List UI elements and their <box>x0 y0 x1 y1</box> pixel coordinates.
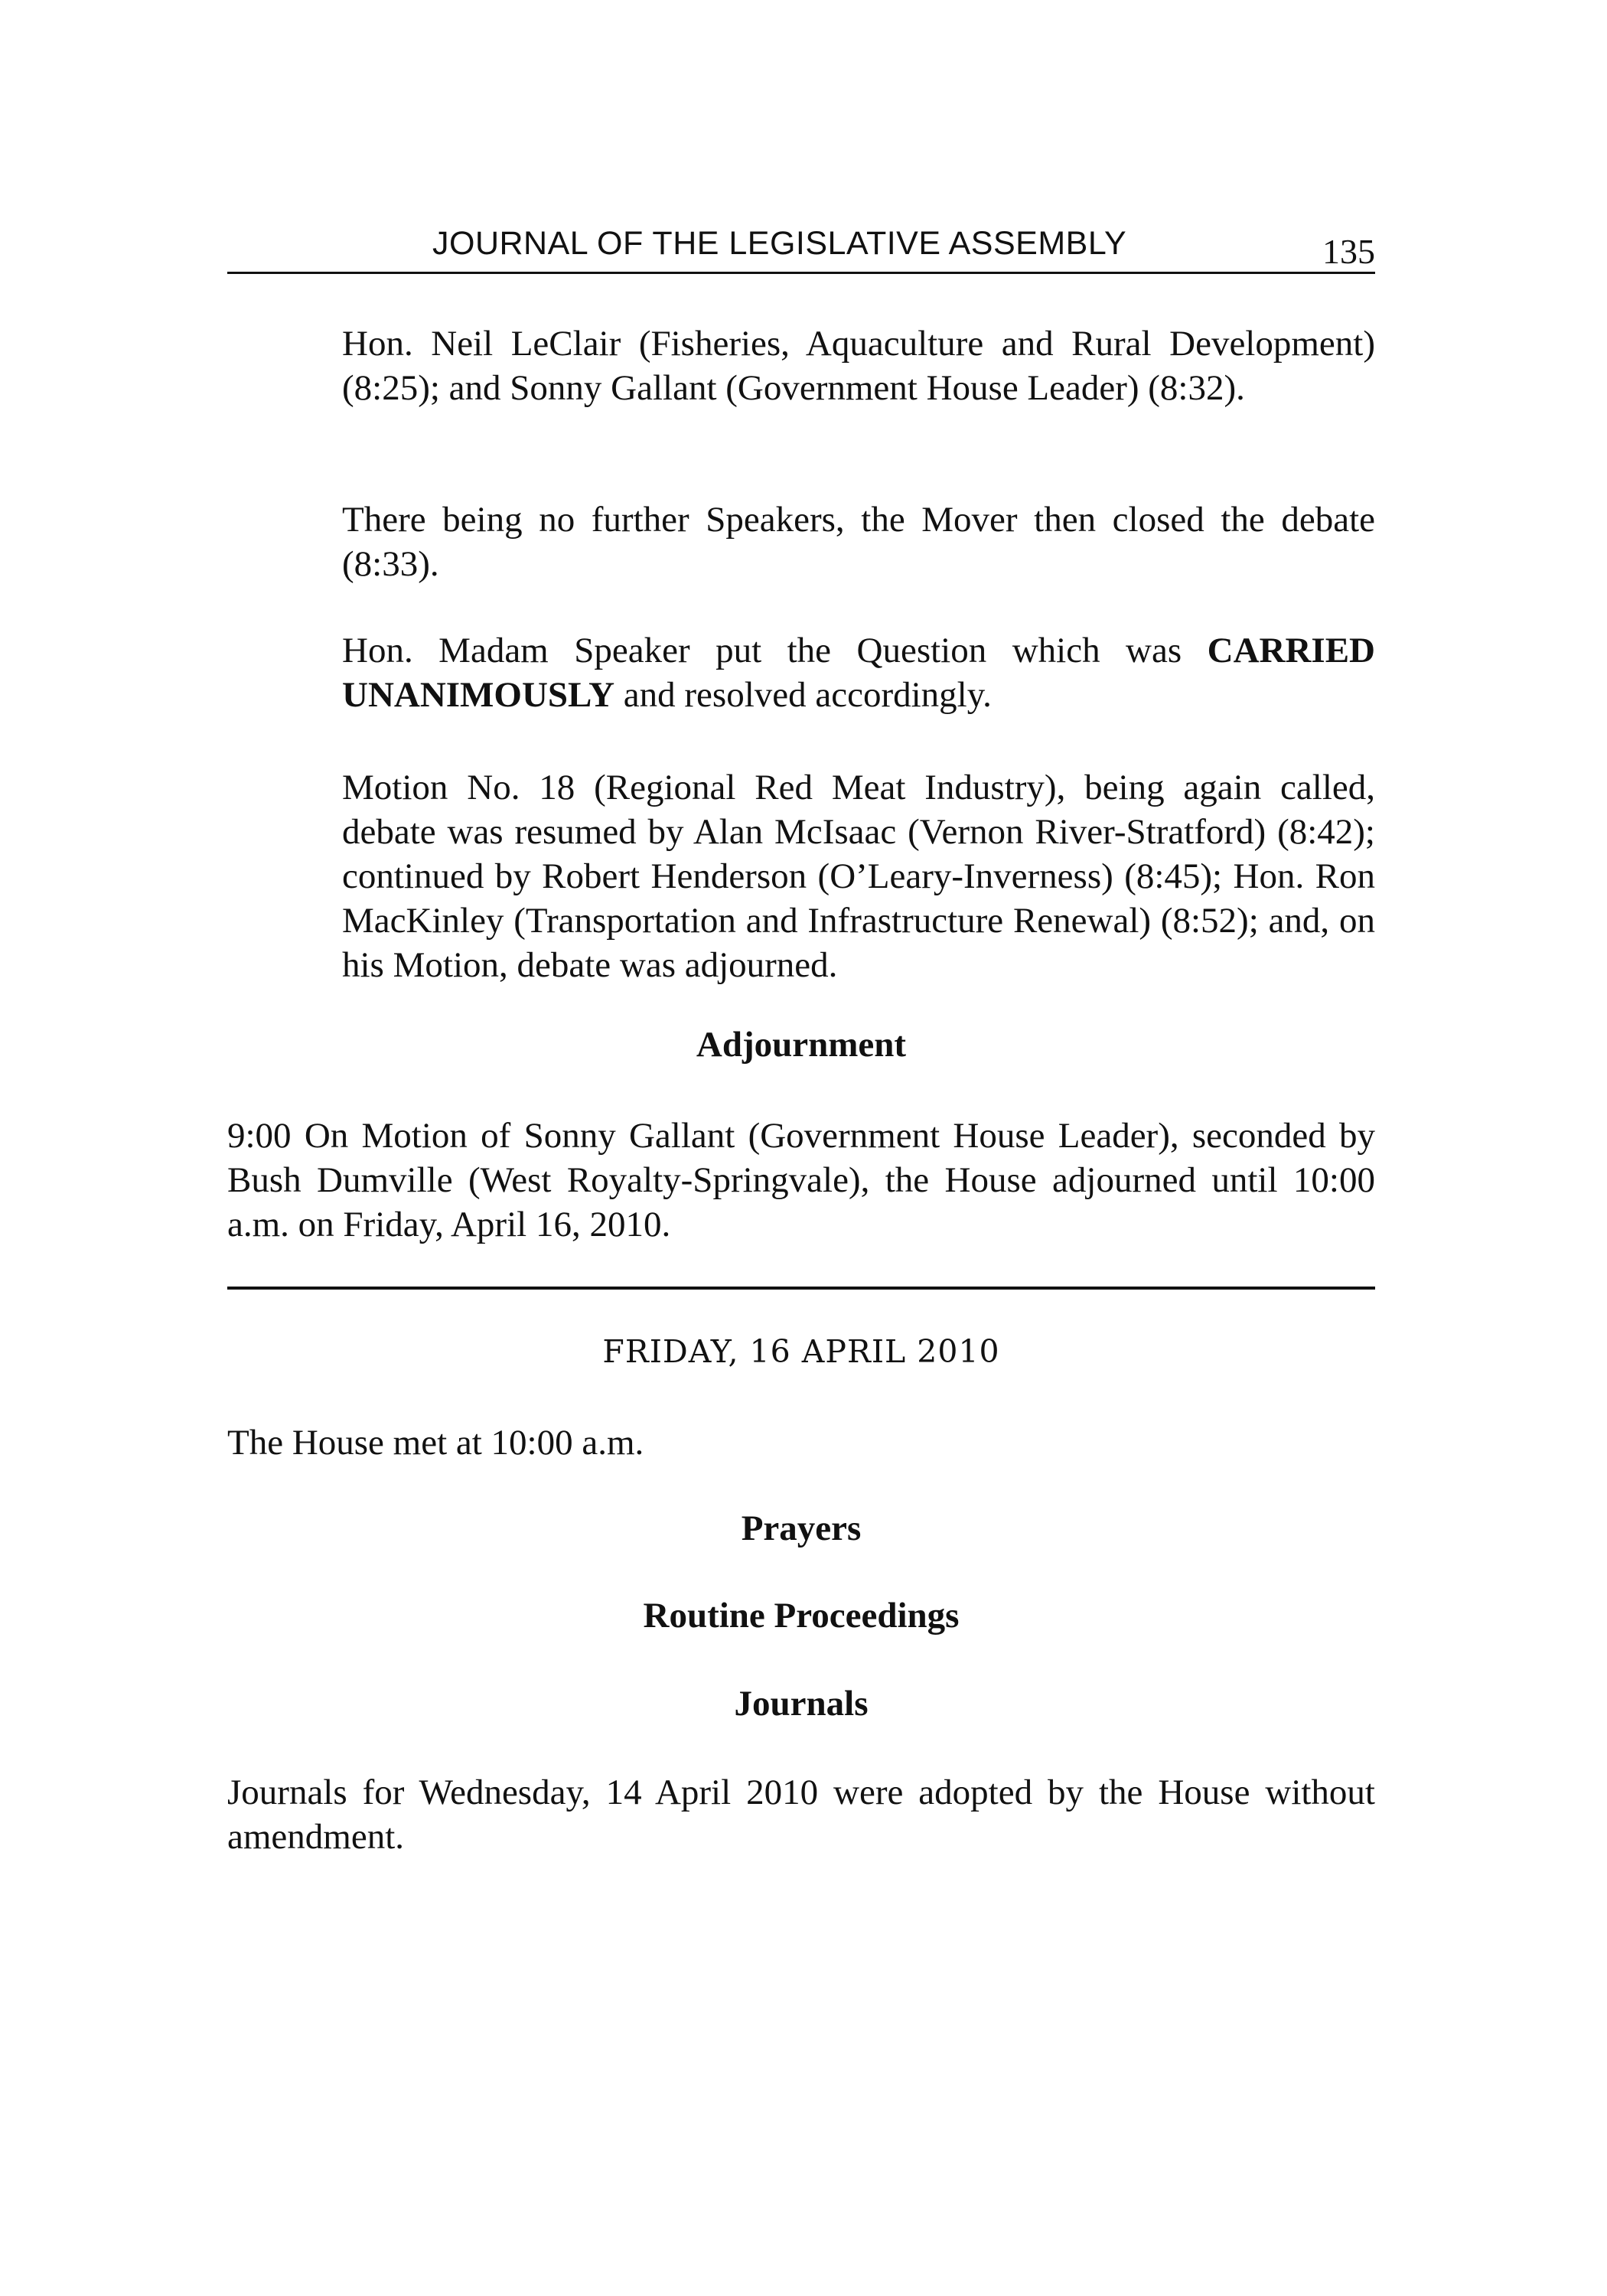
heading-routine-proceedings: Routine Proceedings <box>643 1596 960 1636</box>
speakers-paragraph: Hon. Neil LeClair (Fisheries, Aquaculture and Rural Development) (8:25); and Sonny Gallant (Government House Leader) (8:32). <box>342 324 1375 408</box>
question-text-start: Hon. Madam Speaker put the Question which was <box>342 631 1208 670</box>
running-header <box>227 216 1375 277</box>
question-text-end: and resolved accordingly. <box>614 675 992 715</box>
heading-adjournment: Adjournment <box>696 1025 907 1065</box>
adjournment-paragraph: 9:00 On Motion of Sonny Gallant (Government House Leader), seconded by Bush Dumville (West Royalty-Springvale), the House adjourned until 10:00 a.m. on Friday, April 16, 2010. <box>227 1116 1375 1244</box>
heading-prayers: Prayers <box>741 1508 862 1548</box>
mover-closed-paragraph: There being no further Speakers, the Mover then closed the debate (8:33). <box>342 500 1375 584</box>
house-met-paragraph: The House met at 10:00 a.m. <box>227 1423 644 1463</box>
header-rule <box>227 272 1375 274</box>
heading-journals: Journals <box>734 1684 869 1724</box>
page-number: 135 <box>1322 232 1375 271</box>
motion-18-paragraph: Motion No. 18 (Regional Red Meat Industry), being again called, debate was resumed by Alan McIsaac (Vernon River-Stratford) (8:42); continued by Robert Henderson (O’Leary-Inverness) (8:45); Hon. Ron MacKinley (Transportation and Infrastructure Renewal) (8:52); and, on his Motion, debate was adjourned. <box>342 768 1375 985</box>
sitting-date-heading: FRIDAY, 16 APRIL 2010 <box>602 1333 1000 1370</box>
journals-paragraph: Journals for Wednesday, 14 April 2010 were adopted by the House without amendment. <box>227 1773 1375 1857</box>
running-title: JOURNAL OF THE LEGISLATIVE ASSEMBLY <box>432 225 1127 262</box>
question-paragraph <box>342 628 1375 717</box>
section-rule <box>227 1287 1375 1290</box>
question-result: CARRIED UNANIMOUSLY <box>342 631 1375 715</box>
